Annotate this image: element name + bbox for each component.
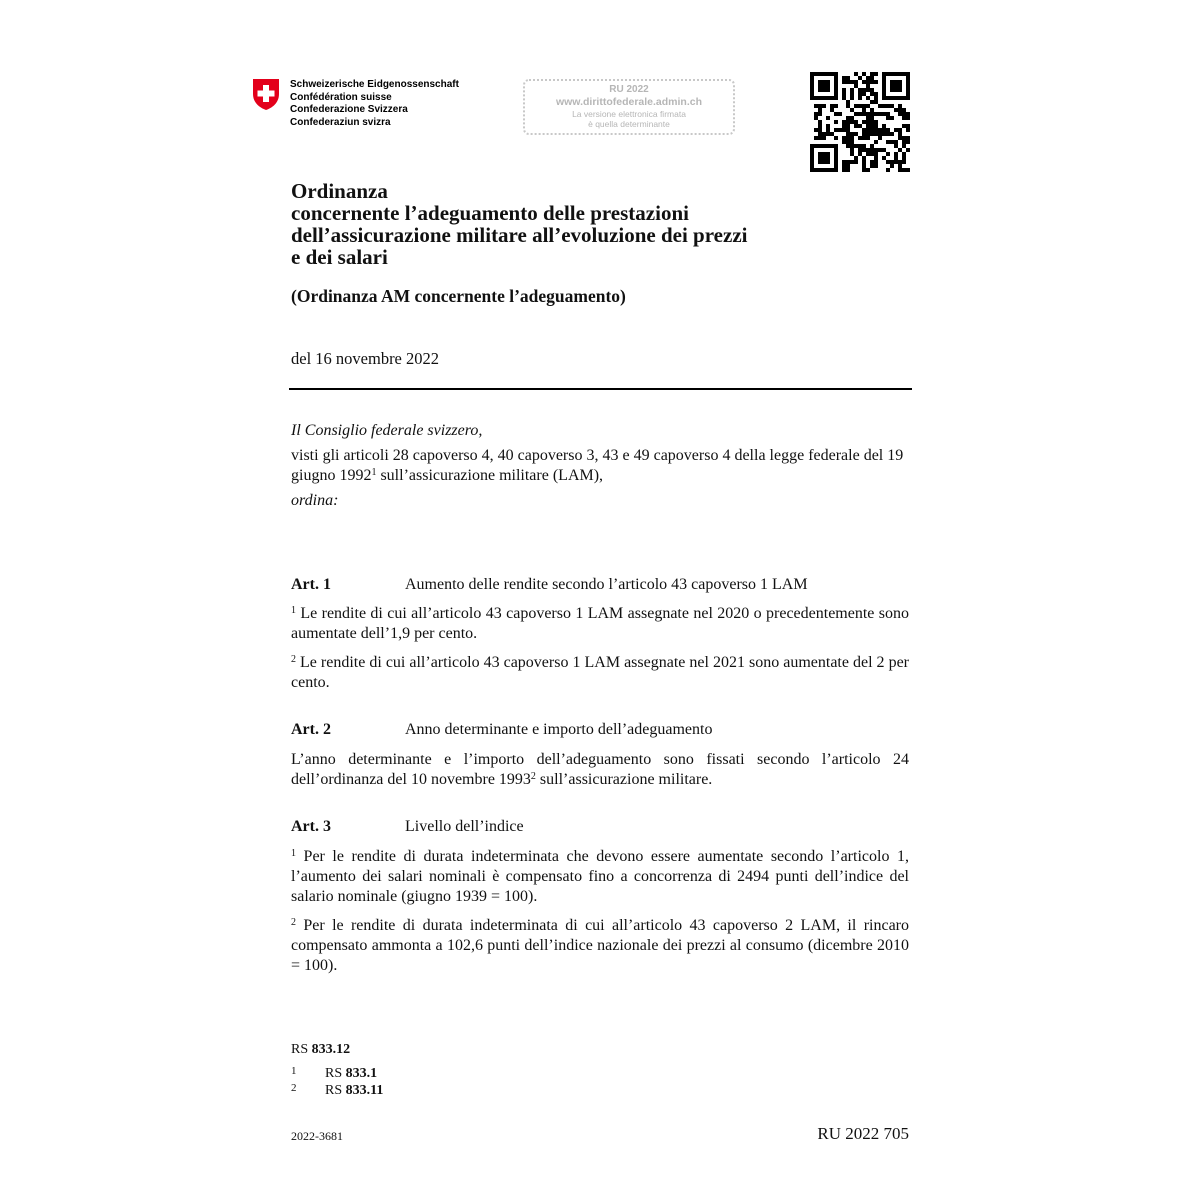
paragraph-number: 1	[291, 605, 296, 616]
paragraph-number: 2	[291, 917, 296, 928]
article-heading: Anno determinante e importo dell’adeguamento	[405, 721, 713, 738]
paragraph-text: Per le rendite di durata indeterminata che devono essere aumentate secondo l’articolo 1, l’aumento dei salari nominali è compensato fino a concorrenza di 2494 punti dell’indice del salario nominale (giugno 1939 = 100).	[291, 848, 909, 905]
stamp-website: www.dirittofederale.admin.ch	[555, 96, 703, 108]
footnote	[291, 1080, 383, 1099]
short-title: (Ordinanza AM concernente l’adeguamento)	[291, 286, 626, 306]
footnote-number: 1	[291, 1065, 297, 1077]
paragraph-number: 2	[291, 654, 296, 665]
title-line: Ordinanza	[291, 179, 388, 203]
article-number: Art. 3	[291, 818, 331, 835]
paragraph-text: L’anno determinante e l’importo dell’adeguamento sono fissati secondo l’articolo 24 dell’ordinanza del 10 novembre 1993	[291, 751, 909, 788]
article-3-paragraph-2	[291, 916, 909, 976]
preamble-author: Il Consiglio federale svizzero,	[291, 422, 483, 439]
paragraph-text-end: sull’assicurazione militare.	[535, 771, 713, 788]
article-number: Art. 2	[291, 721, 331, 738]
paragraph-text: Le rendite di cui all’articolo 43 capoverso 1 LAM assegnate nel 2020 o precedentemente sono aumentate dell’1,9 per cento.	[291, 605, 909, 642]
footnote-ref-number[interactable]: 833.1	[345, 1066, 378, 1081]
footnote-prefix: RS	[325, 1066, 346, 1081]
paragraph-text: Per le rendite di durata indeterminata di cui all’articolo 43 capoverso 2 LAM, il rincaro compensato ammonta a 102,6 punti dell’indice nazionale dei prezzi al consumo (dicembre 2010 = 100).	[291, 917, 909, 974]
confederation-name-it: Confederazione Svizzera	[290, 104, 408, 115]
footnote-prefix: RS	[325, 1083, 346, 1098]
preamble-basis-text-end: sull’assicurazione militare (LAM),	[376, 467, 604, 484]
article-1-paragraph-1	[291, 604, 909, 644]
article-number: Art. 1	[291, 576, 331, 593]
article-3-header	[291, 818, 524, 836]
stamp-note-2: è quella determinante	[588, 119, 670, 129]
paragraph-text: Le rendite di cui all’articolo 43 capoverso 1 LAM assegnate nel 2021 sono aumentate del 2 per cento.	[291, 654, 909, 691]
article-heading: Livello dell’indice	[405, 818, 524, 835]
article-2-text	[291, 750, 909, 790]
paragraph-number: 1	[291, 848, 296, 859]
title-line: dell’assicurazione militare all’evoluzione dei prezzi	[291, 223, 748, 247]
publication-stamp	[523, 79, 735, 135]
confederation-names	[290, 79, 459, 129]
footnote-number: 2	[291, 1082, 297, 1094]
footnote-ref[interactable]: 2	[530, 771, 536, 782]
confederation-name-de: Schweizerische Eidgenossenschaft	[290, 79, 459, 90]
footnote-ref[interactable]: 1	[371, 467, 377, 478]
document-title	[291, 180, 911, 268]
preamble-basis-text: visti gli articoli 28 capoverso 4, 40 capoverso 3, 43 e 49 capoverso 4 della legge federale del 19 giugno 1992	[291, 447, 904, 484]
confederation-name-fr: Confédération suisse	[290, 91, 392, 103]
title-rule	[289, 388, 912, 390]
article-2-header	[291, 721, 712, 739]
article-3-paragraph-1	[291, 847, 909, 907]
document-id: 2022-3681	[291, 1129, 343, 1143]
article-heading: Aumento delle rendite secondo l’articolo 43 capoverso 1 LAM	[405, 576, 808, 593]
footnote-ref-number[interactable]: 833.11	[345, 1083, 384, 1098]
article-1-paragraph-2	[291, 653, 909, 693]
document-date: del 16 novembre 2022	[291, 349, 440, 368]
article-1-header	[291, 576, 808, 594]
qr-code-icon	[810, 72, 910, 172]
stamp-collection: RU 2022	[609, 84, 649, 95]
sr-prefix: RS	[291, 1042, 312, 1057]
title-line: e dei salari	[291, 245, 388, 269]
confederation-name-rm: Confederaziun svizra	[290, 116, 391, 128]
stamp-note-1: La versione elettronica firmata	[572, 109, 686, 119]
page-reference: RU 2022 705	[817, 1124, 909, 1143]
swiss-coat-of-arms-icon	[252, 78, 280, 111]
sr-number: 833.12	[311, 1042, 351, 1057]
title-line: concernente l’adeguamento delle prestazioni	[291, 201, 689, 225]
preamble-order: ordina:	[291, 492, 339, 509]
systematic-collection-number	[291, 1042, 350, 1058]
preamble-basis	[291, 446, 909, 486]
